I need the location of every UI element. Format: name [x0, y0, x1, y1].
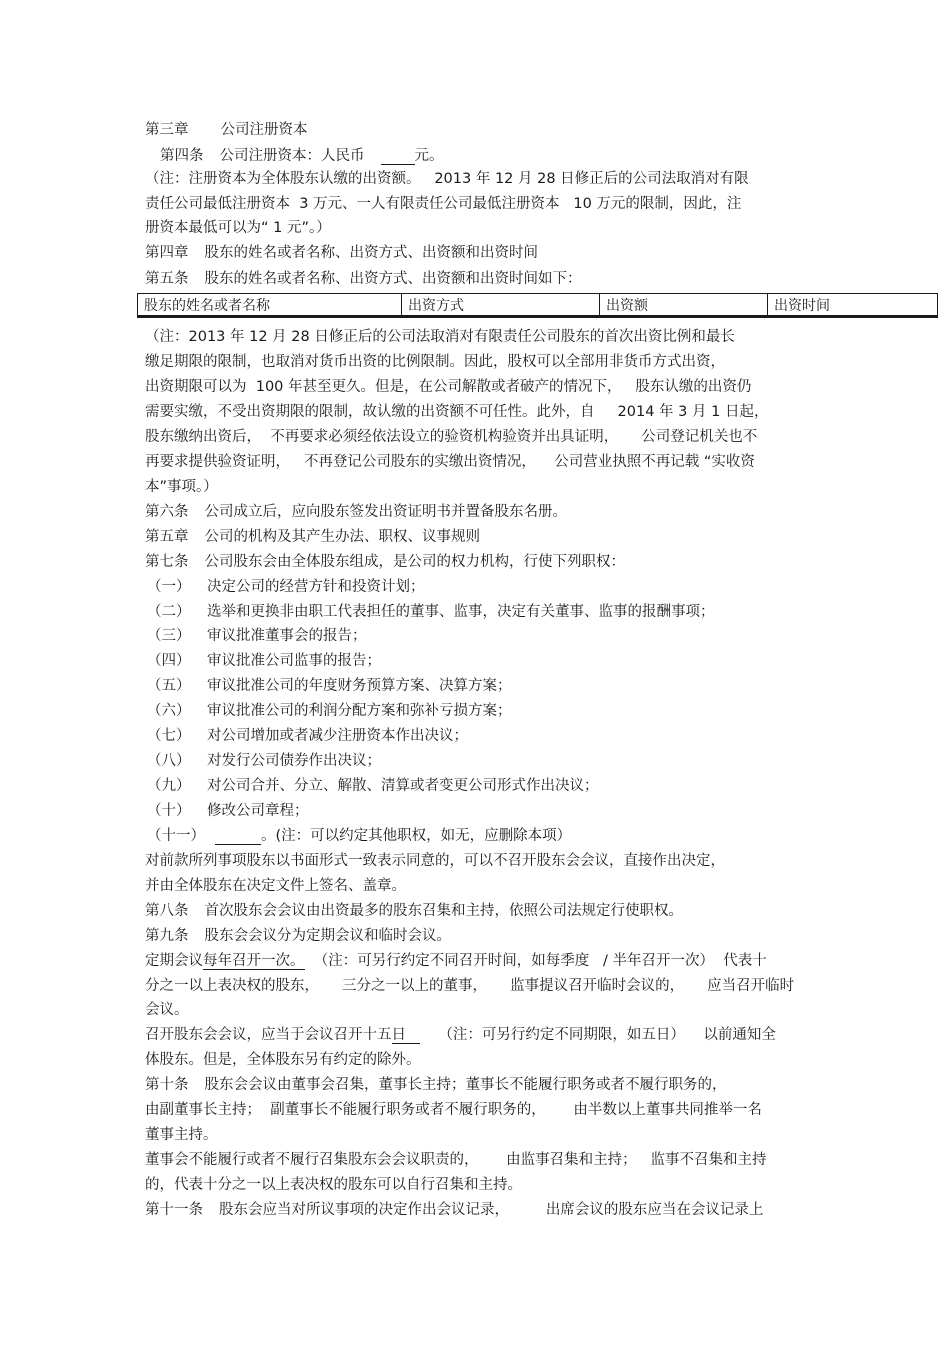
article-4 — [160, 147, 444, 165]
notice-period-blank[interactable]: 日 — [392, 1028, 421, 1044]
article-text: 公司成立后，应向股东签发出资证明书并置备股东名册。 — [204, 504, 567, 520]
meeting-frequency-blank[interactable]: 每年召开一次。 — [203, 953, 305, 969]
list-item: 决定公司的经营方针和投资计划； — [207, 579, 425, 595]
article-number: 第十条 — [145, 1077, 189, 1093]
list-item: 审议批准公司监事的报告； — [207, 653, 381, 669]
note-line: 股东缴纳出资后， 不再要求必须经依法设立的验资机构验资并出具证明， 公司登记机关也不 — [145, 429, 758, 445]
list-item-number: （九） — [147, 778, 191, 794]
text-rest: （注：可另行约定不同召开时间，如每季度 / 半年召开一次） 代表十 — [304, 953, 767, 969]
note-line: 本”事项。） — [145, 479, 218, 495]
chapter-3-heading — [145, 121, 308, 139]
text-prefix: 召开股东会会议，应当于会议召开十五 — [145, 1027, 392, 1043]
shareholder-table — [137, 293, 938, 318]
list-item-number: （二） — [147, 604, 191, 620]
note-line: 出资期限可以为 100 年甚至更久。但是，在公司解散或者破产的情况下， 股东认缴的出资仍 — [145, 379, 752, 395]
currency-unit: 元。 — [414, 148, 444, 164]
list-item-other-powers — [147, 827, 571, 845]
paragraph-line: 的，代表十分之一以上表决权的股东可以自行召集和主持。 — [145, 1177, 522, 1193]
article-5 — [145, 270, 582, 288]
note-line: 责任公司最低注册资本 3 万元、一人有限责任公司最低注册资本 10 万元的限制，因此，注 — [145, 196, 742, 212]
paragraph-line: 董事会不能履行或者不履行召集股东会会议职责的， 由监事召集和主持； 监事不召集和主持 — [145, 1152, 767, 1168]
article-8 — [145, 902, 683, 920]
article-number: 第六条 — [145, 504, 189, 520]
col-header-contribution-method: 出资方式 — [402, 294, 600, 317]
paragraph-line: 体股东。但是，全体股东另有约定的除外。 — [145, 1052, 421, 1068]
note-line: 册资本最低可以为“ 1 元”。） — [145, 220, 331, 236]
list-item: 选举和更换非由职工代表担任的董事、监事，决定有关董事、监事的报酬事项； — [207, 604, 715, 620]
list-item-number: （六） — [147, 703, 191, 719]
article-text: 首次股东会会议由出资最多的股东召集和主持，依照公司法规定行使职权。 — [204, 903, 683, 919]
article-number: 第五条 — [145, 271, 189, 287]
notice-line — [145, 1026, 776, 1044]
list-item-number: （三） — [147, 628, 191, 644]
paragraph-line: 对前款所列事项股东以书面形式一致表示同意的，可以不召开股东会会议，直接作出决定， — [145, 853, 725, 869]
chapter-number: 第四章 — [145, 245, 189, 261]
list-item: 对公司合并、分立、解散、清算或者变更公司形式作出决议； — [207, 778, 599, 794]
list-item: 审议批准董事会的报告； — [207, 628, 367, 644]
list-item-number: （四） — [147, 653, 191, 669]
text-rest: （注：可另行约定不同期限，如五日） 以前通知全 — [420, 1027, 776, 1043]
list-item: 修改公司章程； — [207, 803, 309, 819]
article-text: 股东的姓名或者名称、出资方式、出资额和出资时间如下： — [204, 271, 582, 287]
chapter-title: 公司的机构及其产生办法、职权、议事规则 — [204, 529, 480, 545]
list-item: 审议批准公司的利润分配方案和弥补亏损方案； — [207, 703, 512, 719]
article-text: 股东会应当对所议事项的决定作出会议记录， 出席会议的股东应当在会议记录上 — [219, 1202, 764, 1218]
note-line: 缴足期限的限制，也取消对货币出资的比例限制。因此，股权可以全部用非货币方式出资， — [145, 354, 725, 370]
article-9 — [145, 927, 451, 945]
list-item-number: （七） — [147, 728, 191, 744]
chapter-number: 第五章 — [145, 529, 189, 545]
other-powers-blank[interactable] — [215, 829, 261, 845]
regular-meeting-line — [145, 952, 767, 970]
note-line: 再要求提供验资证明， 不再登记公司股东的实缴出资情况， 公司营业执照不再记载 “实收资 — [145, 454, 755, 470]
article-number: 第四条 — [160, 148, 204, 164]
article-7 — [145, 553, 625, 571]
chapter-number: 第三章 — [145, 122, 189, 138]
paragraph-line: 由副董事长主持； 副董事长不能履行职务或者不履行职务的， 由半数以上董事共同推举一名 — [145, 1102, 762, 1118]
article-11 — [145, 1201, 763, 1219]
article-number: 第八条 — [145, 903, 189, 919]
article-text: 公司注册资本：人民币 — [219, 148, 365, 164]
list-item-number: （一） — [147, 579, 191, 595]
chapter-title: 公司注册资本 — [220, 122, 308, 138]
paragraph-line: 董事主持。 — [145, 1127, 218, 1143]
paragraph-line: 并由全体股东在决定文件上签名、盖章。 — [145, 878, 406, 894]
article-text: 股东会会议分为定期会议和临时会议。 — [204, 928, 451, 944]
list-item-number: （八） — [147, 753, 191, 769]
note-line: （注：2013 年 12 月 28 日修正后的公司法取消对有限责任公司股东的首次出资比例和最长 — [145, 329, 735, 345]
list-item-number: （五） — [147, 678, 191, 694]
chapter-4-heading — [145, 244, 538, 262]
capital-amount-blank[interactable] — [381, 149, 415, 165]
article-10 — [145, 1076, 727, 1094]
col-header-shareholder-name: 股东的姓名或者名称 — [138, 294, 402, 317]
article-text: 股东会会议由董事会召集，董事长主持；董事长不能履行职务或者不履行职务的， — [204, 1077, 727, 1093]
article-number: 第九条 — [145, 928, 189, 944]
table-header-row — [138, 294, 938, 317]
chapter-5-heading — [145, 528, 480, 546]
col-header-contribution-time: 出资时间 — [768, 294, 938, 317]
article-number: 第七条 — [145, 554, 189, 570]
list-item-number: （十） — [147, 803, 191, 819]
col-header-contribution-amount: 出资额 — [600, 294, 768, 317]
list-item: 审议批准公司的年度财务预算方案、决算方案； — [207, 678, 512, 694]
note-line: （注：注册资本为全体股东认缴的出资额。 2013 年 12 月 28 日修正后的公司法取消对有限 — [145, 171, 749, 187]
list-item: 对公司增加或者减少注册资本作出决议； — [207, 728, 468, 744]
note-line: 需要实缴，不受出资期限的限制，故认缴的出资额不可任性。此外，自 2014 年 3 月 1 日起， — [145, 404, 769, 420]
paragraph-line: 分之一以上表决权的股东， 三分之一以上的董事， 监事提议召开临时会议的， 应当召开临时 — [145, 978, 795, 994]
chapter-title: 股东的姓名或者名称、出资方式、出资额和出资时间 — [204, 245, 538, 261]
paragraph-line: 会议。 — [145, 1002, 189, 1018]
list-item-number: （十一） — [147, 828, 205, 844]
article-6 — [145, 503, 567, 521]
article-text: 公司股东会由全体股东组成，是公司的权力机构，行使下列职权： — [204, 554, 625, 570]
text-prefix: 定期会议 — [145, 953, 203, 969]
list-item-text: 。(注：可以约定其他职权，如无，应删除本项） — [261, 828, 572, 844]
list-item: 对发行公司债券作出决议； — [207, 753, 381, 769]
article-number: 第十一条 — [145, 1202, 203, 1218]
